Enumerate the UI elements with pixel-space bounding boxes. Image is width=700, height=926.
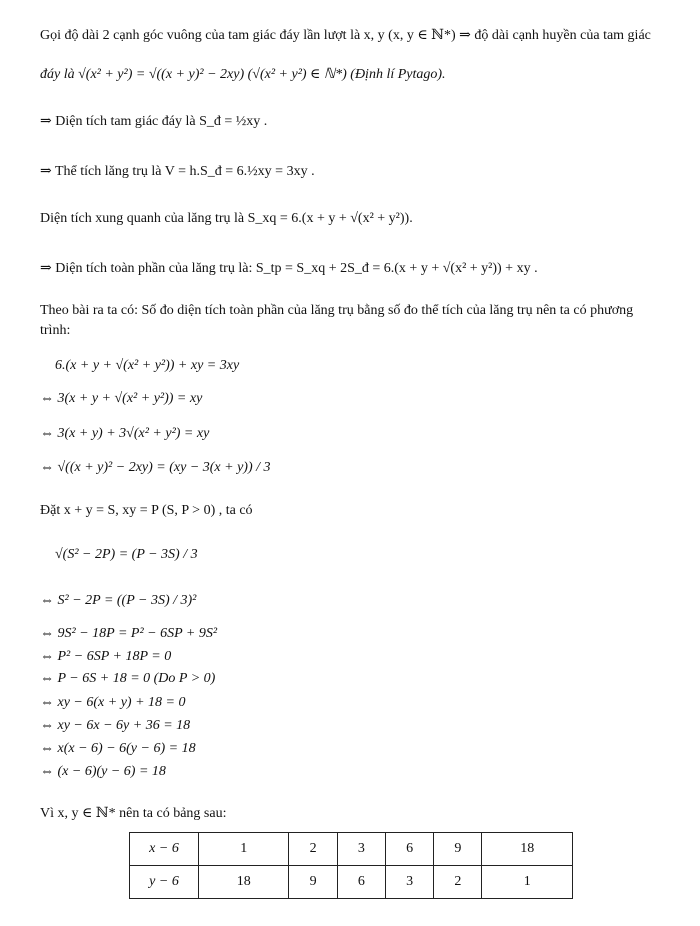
difference-table xyxy=(129,832,573,899)
line-15: ⇔ 9S² − 18P = P² − 6SP + 9S² xyxy=(40,626,218,641)
line-22: Vì x, y ∈ ℕ* nên ta có bảng sau: xyxy=(40,806,227,821)
table-cell: 18 xyxy=(199,866,289,899)
line-2: ⇒ Diện tích tam giác đáy là S_đ = ½xy . xyxy=(40,114,268,129)
table-cell: 3 xyxy=(385,866,433,899)
line-10: ⇔ 3(x + y) + 3√(x² + y²) = xy xyxy=(40,426,210,441)
line-0: Gọi độ dài 2 cạnh góc vuông của tam giác đáy lần lượt là x, y (x, y ∈ ℕ*) ⇒ độ dài cạnh huyền của tam giác xyxy=(40,28,651,43)
line-11: ⇔ √((x + y)² − 2xy) = (xy − 3(x + y)) / 3 xyxy=(40,460,271,475)
table-cell: x − 6 xyxy=(130,833,199,866)
table-row xyxy=(130,833,573,866)
table-cell: 6 xyxy=(337,866,385,899)
table-cell: y − 6 xyxy=(130,866,199,899)
line-12: Đặt x + y = S, xy = P (S, P > 0) , ta có xyxy=(40,503,253,518)
line-6: Theo bài ra ta có: Số đo diện tích toàn phần của lăng trụ bằng số đo thể tích của lăng trụ nên ta có phương xyxy=(40,303,634,318)
table-cell: 2 xyxy=(289,833,337,866)
line-8: 6.(x + y + √(x² + y²)) + xy = 3xy xyxy=(55,358,240,373)
table-cell: 18 xyxy=(482,833,573,866)
line-3: ⇒ Thể tích lăng trụ là V = h.S_đ = 6.½xy = 3xy . xyxy=(40,164,315,179)
line-18: ⇔ xy − 6(x + y) + 18 = 0 xyxy=(40,695,186,710)
table-cell: 1 xyxy=(482,866,573,899)
line-9: ⇔ 3(x + y + √(x² + y²)) = xy xyxy=(40,391,203,406)
table-cell: 9 xyxy=(289,866,337,899)
line-13: √(S² − 2P) = (P − 3S) / 3 xyxy=(55,547,198,562)
line-4: Diện tích xung quanh của lăng trụ là S_xq = 6.(x + y + √(x² + y²)). xyxy=(40,211,413,226)
line-16: ⇔ P² − 6SP + 18P = 0 xyxy=(40,649,172,664)
line-20: ⇔ x(x − 6) − 6(y − 6) = 18 xyxy=(40,741,196,756)
line-5: ⇒ Diện tích toàn phần của lăng trụ là: S_tp = S_xq + 2S_đ = 6.(x + y + √(x² + y²)) + xy . xyxy=(40,261,538,276)
line-21: ⇔ (x − 6)(y − 6) = 18 xyxy=(40,764,166,779)
table-cell: 9 xyxy=(434,833,482,866)
line-7: trình: xyxy=(40,323,71,338)
table-cell: 2 xyxy=(434,866,482,899)
line-19: ⇔ xy − 6x − 6y + 36 = 18 xyxy=(40,718,191,733)
line-14: ⇔ S² − 2P = ((P − 3S) / 3)² xyxy=(40,593,197,608)
table-row xyxy=(130,866,573,899)
line-17: ⇔ P − 6S + 18 = 0 (Do P > 0) xyxy=(40,671,216,686)
table-cell: 6 xyxy=(385,833,433,866)
line-1: đáy là √(x² + y²) = √((x + y)² − 2xy) (√(x² + y²) ∈ ℕ*) (Định lí Pytago). xyxy=(40,67,446,82)
table-cell: 1 xyxy=(199,833,289,866)
table-cell: 3 xyxy=(337,833,385,866)
